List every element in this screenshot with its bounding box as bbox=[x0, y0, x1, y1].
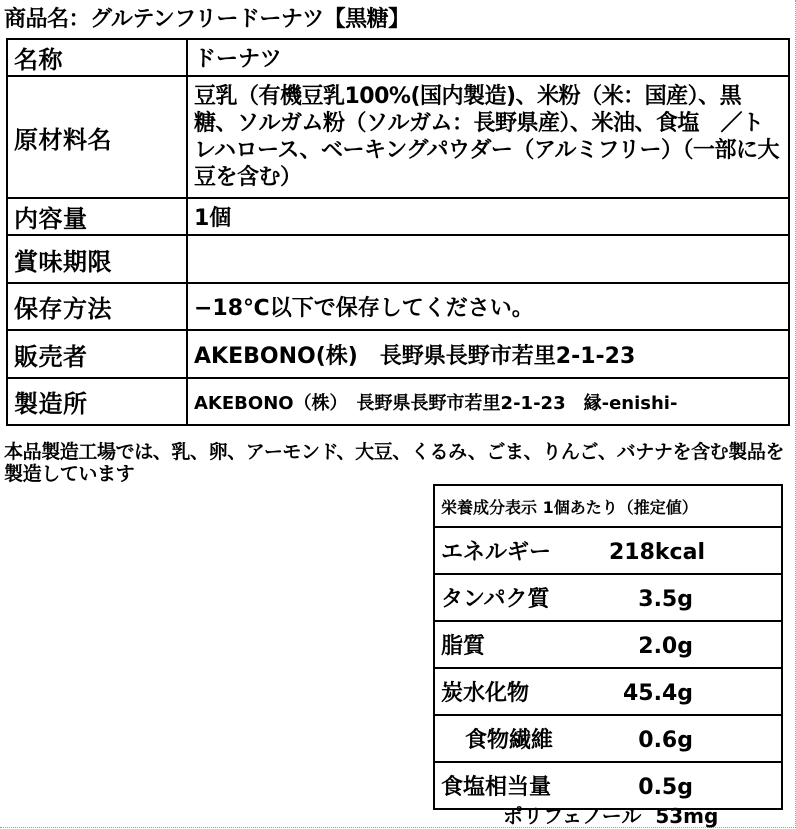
row-ingredients-key: 原材料名 bbox=[7, 76, 187, 198]
nutrition-value: 45.4g bbox=[622, 681, 693, 706]
row-quantity bbox=[7, 198, 789, 235]
row-ingredients-value: 豆乳（有機豆乳100%(国内製造)、米粉（米：国産）、黒糖、ソルガム粉（ソルガム：長野県産）、米油、食塩 ／トレハロース、ベーキングパウダー（アルミフリー）（一部に大豆を含む） bbox=[187, 76, 789, 198]
nutrition-row-fat bbox=[434, 621, 782, 668]
nutrition-row-energy bbox=[434, 527, 782, 574]
row-name-key: 名称 bbox=[7, 39, 187, 76]
row-manufacturer-value: AKEBONO（株） 長野県長野市若里2-1-23 縁-enishi- bbox=[187, 378, 789, 425]
row-best-before-value bbox=[187, 235, 789, 283]
nutrition-name: エネルギー bbox=[441, 540, 552, 565]
row-quantity-key: 内容量 bbox=[7, 198, 187, 235]
nutrition-value: 3.5g bbox=[638, 587, 693, 612]
product-info-table bbox=[6, 38, 790, 426]
row-best-before-key: 賞味期限 bbox=[7, 235, 187, 283]
nutrition-name: 脂質 bbox=[441, 634, 486, 659]
polyphenol-label: ポリフェノール bbox=[503, 804, 642, 828]
nutrition-name: 食物繊維 bbox=[465, 728, 554, 753]
nutrition-header-row bbox=[434, 485, 782, 527]
nutrition-table bbox=[433, 484, 783, 810]
row-storage-key: 保存方法 bbox=[7, 283, 187, 330]
row-ingredients bbox=[7, 76, 789, 198]
row-manufacturer-key: 製造所 bbox=[7, 378, 187, 425]
row-storage-value: −18℃以下で保存してください。 bbox=[187, 283, 789, 330]
nutrition-value: 218kcal bbox=[609, 540, 705, 565]
nutrition-name: 炭水化物 bbox=[441, 681, 530, 706]
nutrition-value: 0.5g bbox=[638, 775, 693, 800]
row-manufacturer bbox=[7, 378, 789, 425]
row-best-before bbox=[7, 235, 789, 283]
row-name-value: ドーナツ bbox=[187, 39, 789, 76]
nutrition-row-carbohydrate bbox=[434, 668, 782, 715]
nutrition-name: 食塩相当量 bbox=[441, 775, 552, 800]
nutrition-value: 2.0g bbox=[638, 634, 693, 659]
row-seller-key: 販売者 bbox=[7, 330, 187, 378]
nutrition-header: 栄養成分表示 1個あたり（推定値） bbox=[434, 485, 782, 527]
polyphenol-value: 53mg bbox=[655, 804, 719, 828]
nutrition-name: タンパク質 bbox=[441, 587, 550, 612]
nutrition-row-fiber bbox=[434, 715, 782, 762]
row-seller bbox=[7, 330, 789, 378]
row-seller-value: AKEBONO(株) 長野県長野市若里2-1-23 bbox=[187, 330, 789, 378]
row-quantity-value: 1個 bbox=[187, 198, 789, 235]
nutrition-row-protein bbox=[434, 574, 782, 621]
allergen-note: 本品製造工場では、乳、卵、アーモンド、大豆、くるみ、ごま、りんご、バナナを含む製品を製造しています bbox=[4, 441, 785, 485]
nutrition-value: 0.6g bbox=[638, 728, 693, 753]
product-title: 商品名：グルテンフリードーナツ【黒糖】 bbox=[4, 7, 410, 32]
polyphenol-line bbox=[503, 800, 718, 829]
row-name bbox=[7, 39, 789, 76]
row-storage bbox=[7, 283, 789, 330]
